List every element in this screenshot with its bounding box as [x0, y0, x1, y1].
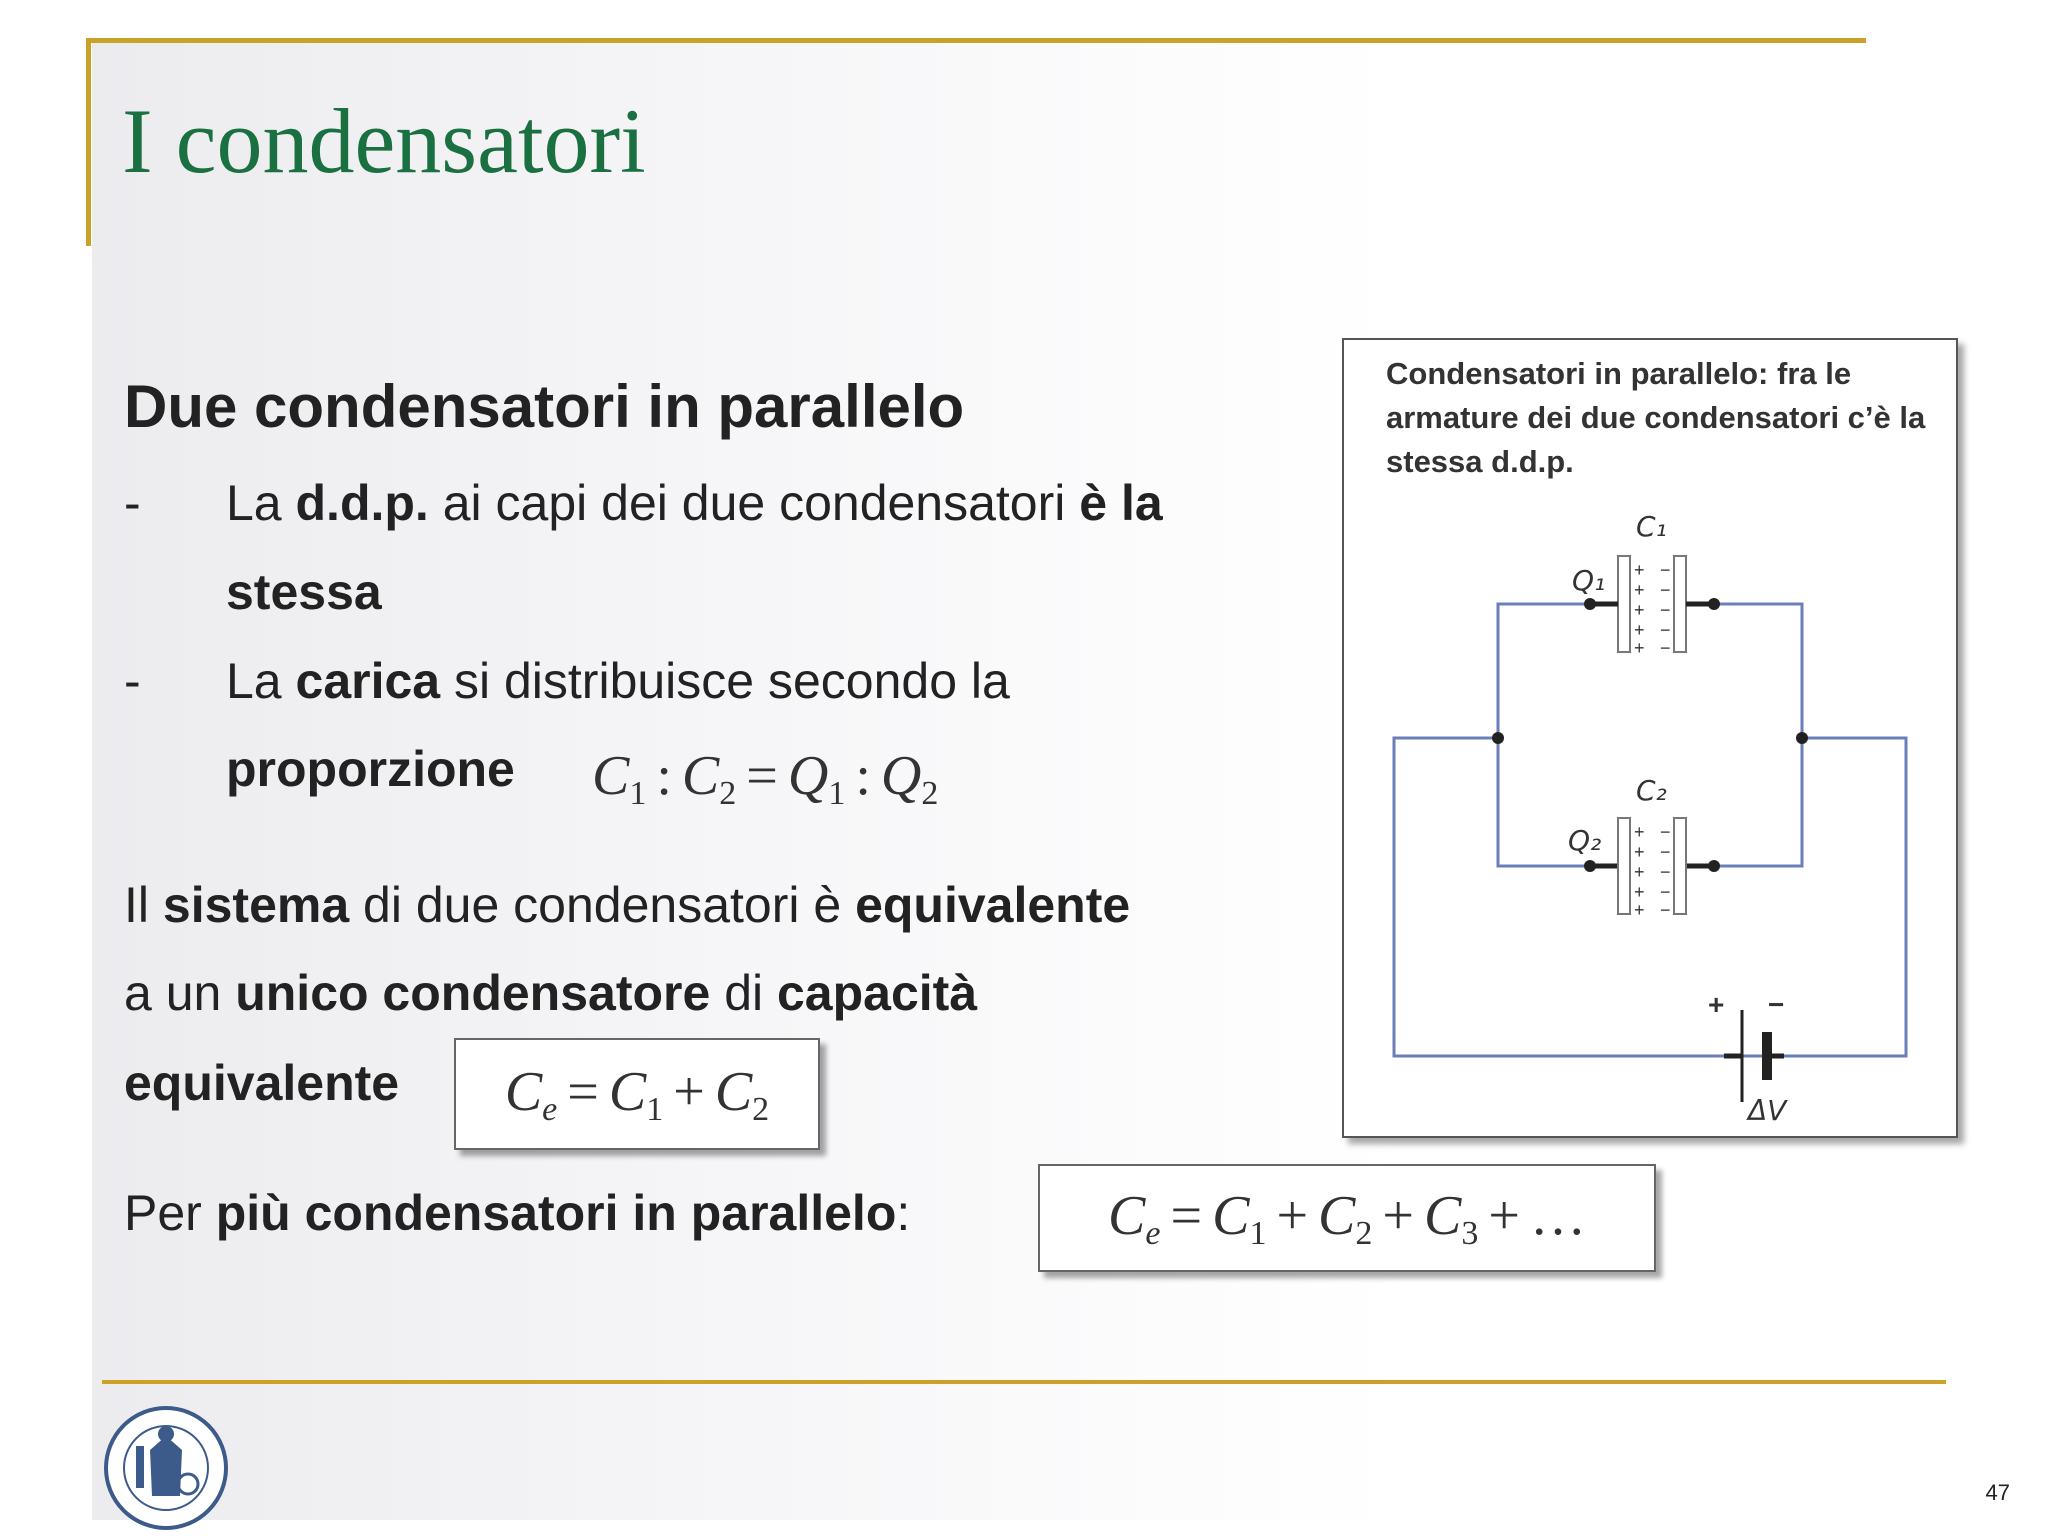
left-rule [86, 38, 91, 246]
label-q1: Q₁ [1572, 564, 1606, 597]
capacitor-c2 [1618, 818, 1686, 914]
svg-text:+: + [1634, 638, 1645, 658]
system-line-3: equivalente [124, 1055, 400, 1111]
svg-text:+: + [1634, 900, 1645, 920]
svg-text:+: + [1634, 842, 1645, 862]
slide-title: I condensatori [122, 90, 646, 192]
equivalent-capacitance-formula: $C_e = C_1 + C_2$ [504, 1060, 770, 1128]
label-delta-v: ΔV [1748, 1094, 1787, 1127]
svg-text:+: + [1634, 862, 1645, 882]
svg-text:+: + [1634, 620, 1645, 640]
equivalent-capacitance-box [454, 1038, 820, 1150]
junction-right [1796, 732, 1808, 744]
node-c2-right [1708, 860, 1720, 872]
label-c2: C₂ [1636, 774, 1667, 807]
svg-text:−: − [1660, 638, 1671, 658]
label-c1: C₁ [1636, 510, 1667, 543]
bullet-dash-2: - [124, 653, 141, 709]
svg-text:−: − [1660, 842, 1671, 862]
circuit-figure [1342, 338, 1958, 1138]
svg-text:−: − [1660, 580, 1671, 600]
node-c1-left [1584, 598, 1596, 610]
parallel-circuit-diagram [1344, 340, 1956, 1136]
bullet-dash-1: - [124, 475, 141, 531]
junction-left [1492, 732, 1504, 744]
svg-text:−: − [1660, 822, 1671, 842]
battery-plus-label: + [1708, 989, 1725, 1020]
svg-text:+: + [1634, 580, 1645, 600]
bullet-2-line-2: proporzione [226, 741, 515, 797]
lower-right-wire [1710, 738, 1802, 866]
svg-text:+: + [1634, 600, 1645, 620]
more-capacitors-line: Per più condensatori in parallelo: [124, 1185, 911, 1241]
svg-text:−: − [1660, 620, 1671, 640]
svg-text:+: + [1634, 560, 1645, 580]
battery-minus-label: − [1768, 989, 1785, 1020]
label-q2: Q₂ [1568, 824, 1602, 857]
proportion-formula: $C_1$ : $C_2 = Q_1$ : $Q_2$ [592, 745, 939, 812]
system-line-2: a un unico condensatore di capacità [124, 965, 978, 1021]
svg-text:−: − [1660, 862, 1671, 882]
bottom-rule [102, 1380, 1946, 1384]
svg-text:−: − [1660, 882, 1671, 902]
svg-text:+: + [1634, 882, 1645, 902]
outer-wire [1394, 604, 1906, 1056]
bullet-1-line-1: La d.d.p. ai capi dei due condensatori è la [226, 475, 1163, 531]
node-c1-right [1708, 598, 1720, 610]
general-capacitance-formula: $C_e = C_1 + C_2 + C_3$ + … [1108, 1184, 1586, 1252]
bullet-2-line-1: La carica si distribuisce secondo la [226, 653, 1010, 709]
svg-text:−: − [1660, 560, 1671, 580]
figure-caption: Condensatori in parallelo: fra le armature dei due condensatori c’è la stessa d.d.p. [1386, 356, 1926, 479]
page-number: 47 [1985, 1480, 2010, 1505]
top-rule [86, 38, 1866, 43]
system-line-1: Il sistema di due condensatori è equivalente [124, 877, 1131, 933]
section-heading: Due condensatori in parallelo [124, 373, 965, 440]
svg-text:−: − [1660, 900, 1671, 920]
svg-text:−: − [1660, 600, 1671, 620]
bullet-1-line-2: stessa [226, 564, 382, 620]
university-seal-logo [100, 1404, 244, 1532]
svg-text:+: + [1634, 822, 1645, 842]
capacitor-c1 [1618, 556, 1686, 652]
node-c2-left [1584, 860, 1596, 872]
general-capacitance-box [1038, 1164, 1656, 1272]
